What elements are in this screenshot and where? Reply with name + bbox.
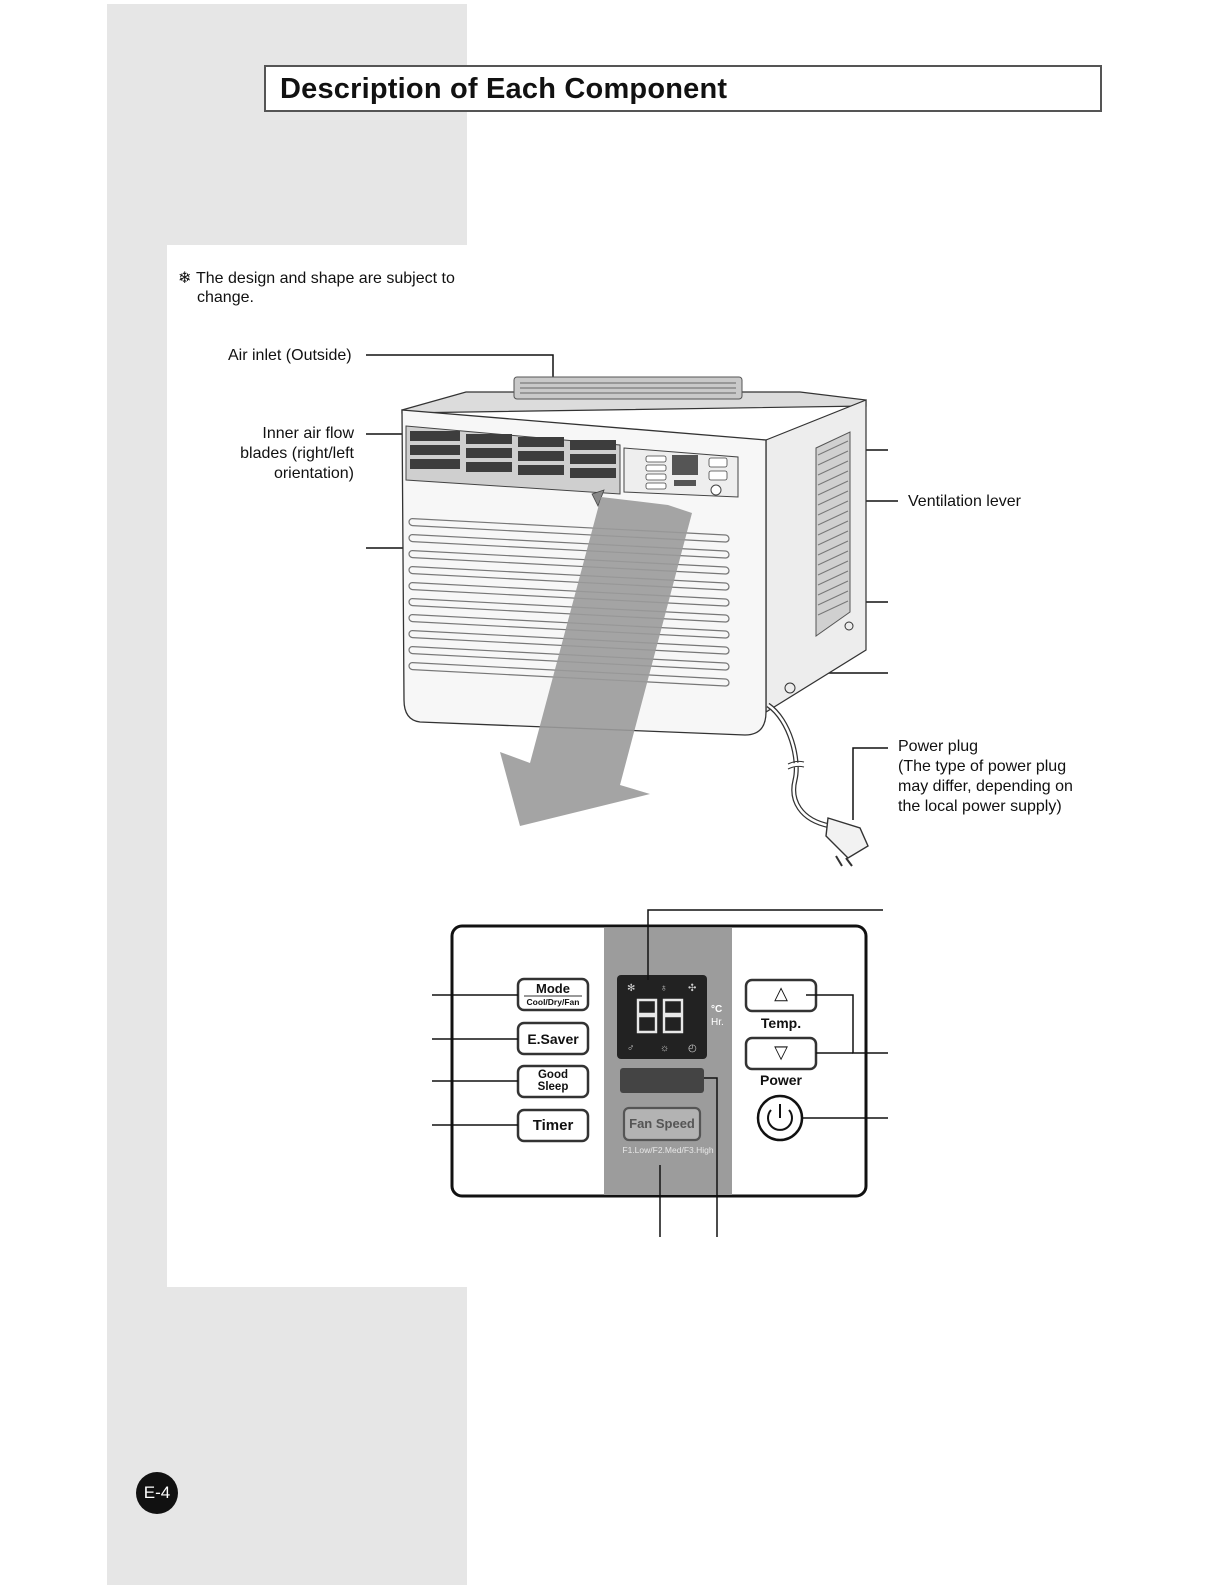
snowflake-icon: ❄ <box>178 270 192 287</box>
label-inner-blades <box>200 424 354 484</box>
good-sleep-button-label-2: Sleep <box>537 1081 569 1093</box>
note-line-1: The design and shape are subject to <box>196 270 455 287</box>
power-label: Power <box>759 1072 802 1088</box>
page-title: Description of Each Component <box>280 73 728 105</box>
esaver-button-label: E.Saver <box>527 1031 579 1047</box>
unit-celsius: °C <box>711 1004 723 1015</box>
svg-text:✻: ✻ <box>627 983 636 994</box>
fan-speed-button-label: Fan Speed <box>629 1116 695 1131</box>
label-air-inlet: Air inlet (Outside) <box>228 347 352 364</box>
svg-text:♁: ♁ <box>660 983 668 994</box>
svg-text:✣: ✣ <box>688 983 697 994</box>
label-power-plug-line-4: the local power supply) <box>898 798 1062 815</box>
label-inner-blades-line-2: blades (right/left <box>240 445 354 462</box>
label-inner-blades-line-1: Inner air flow <box>262 425 354 442</box>
good-sleep-button-label-1: Good <box>537 1069 569 1081</box>
temp-up-icon: △ <box>774 983 788 1003</box>
fan-speed-sublabel: F1.Low/F2.Med/F3.High <box>622 1145 714 1155</box>
note-line-2: change. <box>197 289 254 306</box>
label-power-plug-line-2: (The type of power plug <box>898 758 1067 775</box>
svg-text:☼: ☼ <box>660 1043 670 1054</box>
svg-text:◴: ◴ <box>688 1043 697 1054</box>
label-power-plug <box>898 737 1073 817</box>
temp-label: Temp. <box>760 1015 802 1031</box>
label-inner-blades-line-3: orientation) <box>273 465 354 482</box>
timer-button-label: Timer <box>532 1117 574 1134</box>
label-power-plug-line-3: may differ, depending on <box>898 778 1073 795</box>
mode-button-sublabel: Cool/Dry/Fan <box>526 997 580 1007</box>
label-ventilation-lever: Ventilation lever <box>908 493 1021 510</box>
svg-text:♂: ♂ <box>627 1043 635 1054</box>
unit-hours: Hr. <box>711 1017 724 1028</box>
label-power-plug-line-1: Power plug <box>898 738 979 755</box>
mode-button-label: Mode <box>536 981 570 996</box>
page-number-badge: E-4 <box>136 1472 178 1514</box>
temp-down-icon: ▽ <box>774 1042 788 1062</box>
